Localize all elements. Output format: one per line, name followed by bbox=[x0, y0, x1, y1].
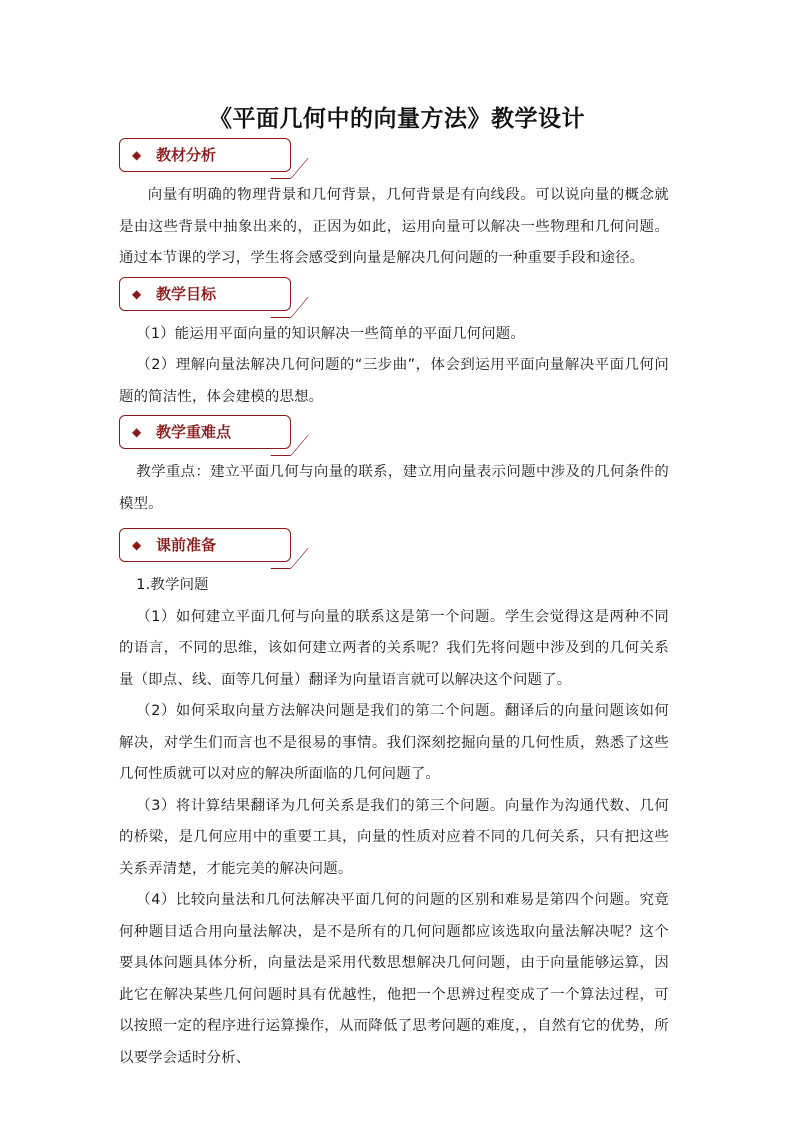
paragraph: （2）如何采取向量方法解决问题是我们的第二个问题。翻译后的向量问题该如何解决，对学生们而言也不是很易的事情。我们深刻挖掘向量的几何性质，熟悉了这些几何性质就可以对应的解决所面临的几何问题了。 bbox=[119, 703, 669, 782]
paragraph: 向量有明确的物理背景和几何背景，几何背景是有向线段。可以说向量的概念就是由这些背景中抽象出来的，正因为如此，运用向量可以解决一些物理和几何问题。通过本节课的学习，学生将会感受到向量是解决几何问题的一种重要手段和途径。 bbox=[119, 187, 669, 266]
section-header-key-difficulties bbox=[119, 415, 295, 453]
section-heading: 教学重难点 bbox=[156, 423, 232, 441]
subheading: 1.教学问题 bbox=[136, 577, 209, 593]
paragraph: （2）理解向量法解决几何问题的“三步曲”，体会到运用平面向量解决平面几何问题的简洁性，体会建模的思想。 bbox=[119, 357, 669, 405]
section-header-textbook-analysis bbox=[119, 138, 295, 176]
diamond-icon: ◆ bbox=[132, 286, 142, 301]
section-heading: 课前准备 bbox=[156, 536, 217, 554]
diamond-icon: ◆ bbox=[132, 425, 142, 439]
paragraph: 教学重点：建立平面几何与向量的联系，建立用向量表示问题中涉及的几何条件的模型。 bbox=[119, 464, 669, 512]
section-heading: 教材分析 bbox=[156, 146, 217, 164]
document-title: 《平面几何中的向量方法》教学设计 bbox=[209, 105, 585, 132]
document-body bbox=[119, 138, 669, 1074]
paragraph: （1）如何建立平面几何与向量的联系这是第一个问题。学生会觉得这是两种不同的语言，不同的思维，该如何建立两者的关系呢？我们先将问题中涉及到的几何关系量（即点、线、面等几何量）翻译为向量语言就可以解决这个问题了。 bbox=[119, 608, 669, 688]
section-heading: 教学目标 bbox=[156, 284, 217, 303]
paragraph: （4）比较向量法和几何法解决平面几何的问题的区别和难易是第四个问题。究竟何种题目适合用向量法解决，是不是所有的几何问题都应该选取向量法解决呢？这个要具体问题具体分析，向量法是采用代数思想解决几何问题，由于向量能够运算，因此它在解决某些几何问题时具有优越性，他把一个思辨过程变成了一个算法过程，可以按照一定的程序进行运算操作，从而降低了思考问题的难度，，自然有它的优势，所以要学会适时分析、 bbox=[119, 892, 669, 1066]
section-header-teaching-goals bbox=[119, 277, 295, 315]
diamond-icon: ◆ bbox=[132, 148, 142, 162]
paragraph: （1）能运用平面向量的知识解决一些简单的平面几何问题。 bbox=[136, 325, 525, 342]
section-header-preparation bbox=[119, 528, 295, 566]
paragraph: （3）将计算结果翻译为几何关系是我们的第三个问题。向量作为沟通代数、几何的桥梁，是几何应用中的重要工具，向量的性质对应着不同的几何关系，只有把这些关系弄清楚，才能完美的解决问题。 bbox=[119, 797, 669, 877]
diamond-icon: ◆ bbox=[132, 538, 142, 552]
